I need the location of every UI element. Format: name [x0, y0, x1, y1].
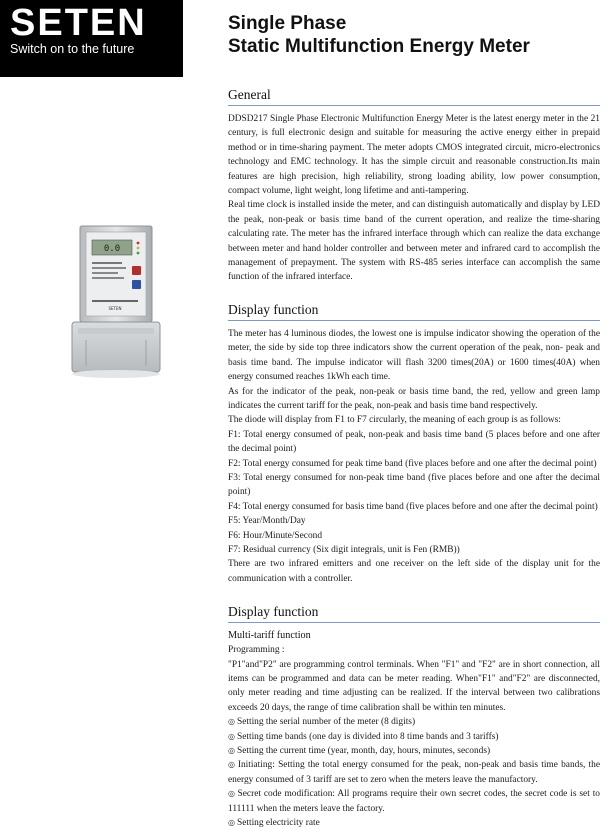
- bullet-text: Initiating: Setting the total energy consumed for the peak, non-peak and basis time bands, the energy consumed of 3 tariff are set to zero when the meters leave the manufactory.: [228, 760, 600, 785]
- display-item-f6: F6: Hour/Minute/Second: [228, 530, 323, 541]
- display-item-f1: F1: Total energy consumed of peak, non-peak and basis time band (5 places before and one after the decimal point): [228, 429, 600, 455]
- brand-logo: [0, 0, 183, 77]
- bullet-circle-icon: ◎: [228, 818, 235, 828]
- bullet-text: Setting the serial number of the meter (8 digits): [236, 717, 416, 728]
- display-item-f3: F3: Total energy consumed for non-peak time band (five places before and one after the decimal point): [228, 472, 600, 498]
- display-item-f7: F7: Residual currency (Six digit integrals, unit is Fen (RMB)): [228, 544, 460, 555]
- energy-meter-photo: [66, 220, 166, 380]
- title-line-2: Static Multifunction Energy Meter: [228, 36, 530, 57]
- tariff-subheading: Multi-tariff function: [228, 630, 311, 642]
- page-title: [228, 12, 598, 58]
- meter-lcd-reading: 0.0: [103, 244, 121, 254]
- display-item-f2: F2: Total energy consumed for peak time band (five places before and one after the decimal point): [228, 458, 597, 469]
- display-paragraph-1: The meter has 4 luminous diodes, the lowest one is impulse indicator showing the operation of the meter, the side by side top three indicators show the current operation of the peak, non- peak and basis time band. The impulse indicator will flash 3200 times(20A) or 1600 times(40A) when energy consumed reaches 1kWh each time.: [228, 328, 600, 383]
- title-line-1: Single Phase: [228, 13, 347, 34]
- programming-label: Programming :: [228, 645, 285, 656]
- bullet-text: Setting time bands (one day is divided into 8 time bands and 3 tariffs): [236, 731, 499, 742]
- bullet-circle-icon: ◎: [228, 789, 236, 799]
- bullet-circle-icon: ◎: [228, 717, 235, 727]
- bullet-item: [228, 744, 600, 758]
- content-column: [228, 86, 600, 830]
- bullet-text: Setting electricity rate: [236, 818, 320, 829]
- general-paragraph-2: Real time clock is installed inside the meter, and can distinguish automatically and display by LED the peak, non-peak or basis time band of the current operation, and realize the time-sharing calculating rate. The meter has the infrared interface through which can realize the data exchange between meter and hand holder controller and between meter and infrared card to accomplish the management of prepayment. The system with RS-485 series interface can accomplish the same function of the infrared interface.: [228, 200, 600, 283]
- bullet-item: [228, 730, 600, 744]
- bullet-circle-icon: ◎: [228, 731, 235, 741]
- display-item-f4: F4: Total energy consumed for basis time band (five places before and one after the decimal point): [228, 501, 598, 512]
- section-heading-general: General: [228, 86, 600, 106]
- bullet-item: [228, 787, 600, 816]
- bullet-item: [228, 715, 600, 729]
- brand-name: SETEN: [10, 2, 147, 44]
- bullet-item: [228, 758, 600, 787]
- display-paragraph-3: The diode will display from F1 to F7 circularly, the meaning of each group is as follows:: [228, 415, 561, 426]
- display-paragraph-infrared: There are two infrared emitters and one receiver on the left side of the display unit for the communication with a controller.: [228, 559, 600, 584]
- bullet-circle-icon: ◎: [228, 760, 236, 770]
- bullet-text: Secret code modification: All programs require their own secret codes, the secret code is set to 111111 when the meters leave the factory.: [228, 789, 600, 814]
- brand-tagline: Switch on to the future: [10, 42, 135, 56]
- general-paragraph-1: DDSD217 Single Phase Electronic Multifunction Energy Meter is the latest energy meter in the 21 century, is full electronic design and suitable for measuring the active energy either in prepaid method or in time-sharing payment. The meter adopts CMOS integrated circuit, micro-electronics technology and EMC technology. It has the simple circuit and reasonable construction.Its main features are high precision, high reliability, strong loading ability, low power consumption, compact volume, light weight, long lifetime and anti-tampering.: [228, 114, 600, 197]
- bullet-circle-icon: ◎: [228, 746, 235, 756]
- display-item-f5: F5: Year/Month/Day: [228, 516, 306, 527]
- section-heading-display: Display function: [228, 301, 600, 321]
- meter-brand-label: SETEN: [108, 306, 122, 311]
- section-heading-tariff: Display function: [228, 603, 600, 623]
- bullet-item: [228, 816, 600, 830]
- display-paragraph-2: As for the indicator of the peak, non-peak or basis time band, the red, yellow and green lamp indicates the current tariff for the peak, non-peak and basis time band respectively.: [228, 386, 600, 411]
- programming-intro: "P1"and"P2" are programming control terminals. When "F1" and "F2" are in short connection, all items can be programmed and data can be meter reading. When"F1" and"F2" are disconnected, only meter reading and time adjusting can be realized. If the interval between two calibrations exceeds 20 days, the range of time calibration shall be within ten minutes.: [228, 659, 600, 713]
- bullet-text: Setting the current time (year, month, day, hours, minutes, seconds): [236, 746, 491, 757]
